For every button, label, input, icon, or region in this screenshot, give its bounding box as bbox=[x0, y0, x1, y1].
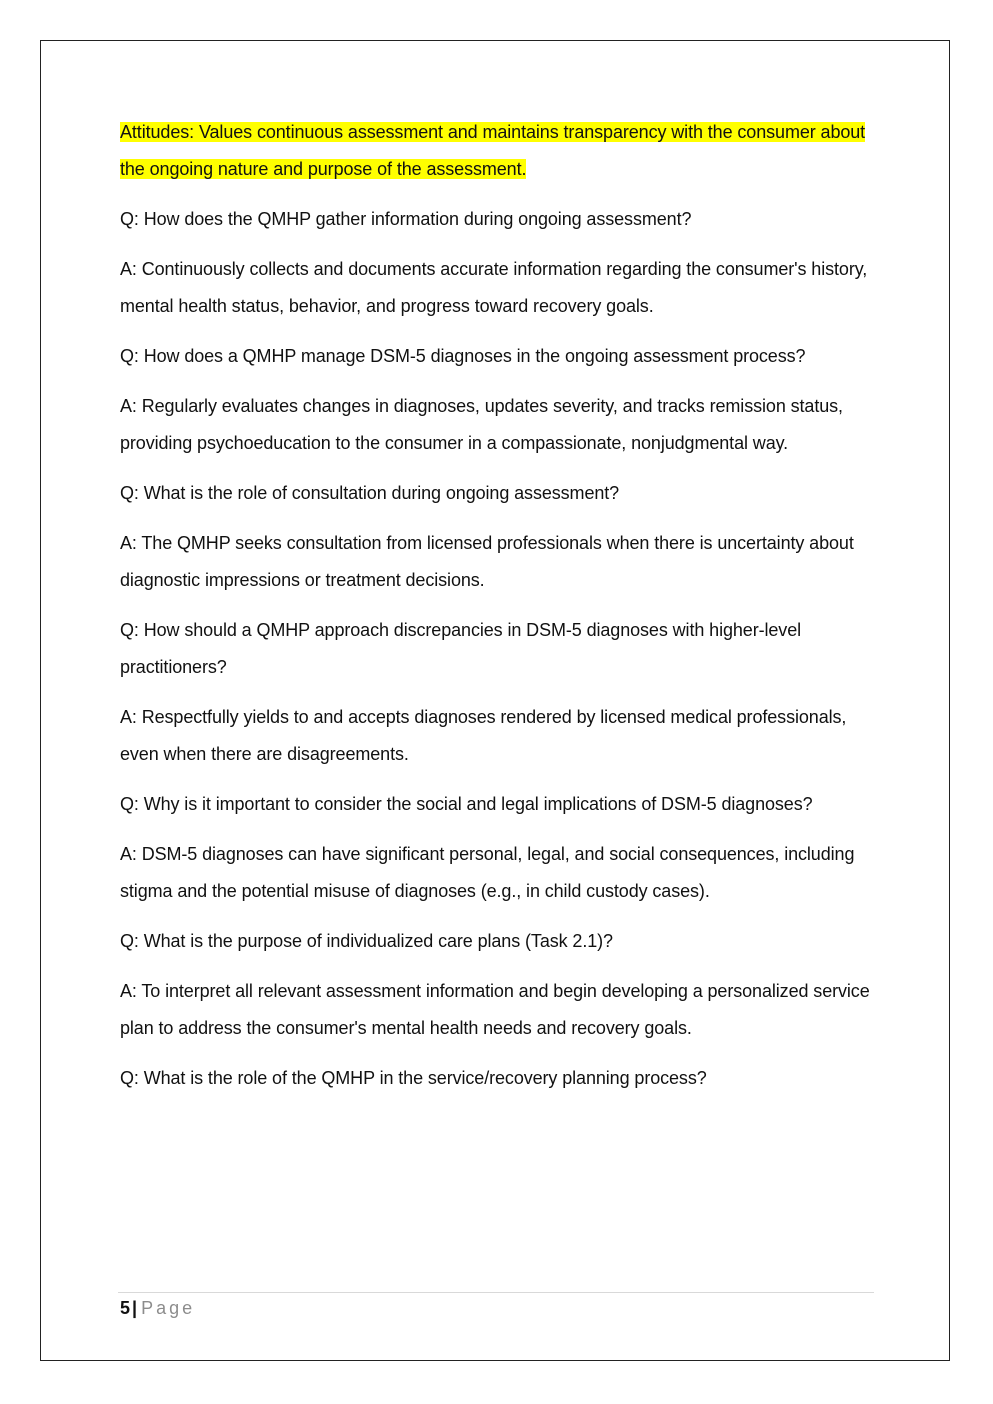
document-body bbox=[120, 114, 880, 1110]
footer-separator: | bbox=[132, 1298, 138, 1318]
question-paragraph: Q: How should a QMHP approach discrepancies in DSM-5 diagnoses with higher-level practitioners? bbox=[120, 620, 802, 677]
answer-paragraph: A: DSM-5 diagnoses can have significant personal, legal, and social consequences, including stigma and the potential misuse of diagnoses (e.g., in child custody cases). bbox=[120, 844, 855, 901]
attitudes-paragraph bbox=[120, 114, 880, 188]
question-paragraph: Q: How does a QMHP manage DSM-5 diagnoses in the ongoing assessment process? bbox=[120, 346, 806, 366]
highlighted-text: Attitudes: Values continuous assessment and maintains transparency with the consumer about the ongoing nature and purpose of the assessment. bbox=[120, 122, 866, 179]
answer-paragraph: A: To interpret all relevant assessment information and begin developing a personalized service plan to address the consumer's mental health needs and recovery goals. bbox=[120, 981, 870, 1038]
answer-paragraph: A: Respectfully yields to and accepts diagnoses rendered by licensed medical professionals, even when there are disagreements. bbox=[120, 707, 847, 764]
answer-paragraph: A: The QMHP seeks consultation from licensed professionals when there is uncertainty about diagnostic impressions or treatment decisions. bbox=[120, 533, 854, 590]
page-footer bbox=[120, 1297, 195, 1319]
question-paragraph: Q: How does the QMHP gather information during ongoing assessment? bbox=[120, 209, 692, 229]
footer-divider bbox=[118, 1292, 874, 1293]
question-paragraph: Q: What is the role of the QMHP in the service/recovery planning process? bbox=[120, 1068, 707, 1088]
question-paragraph: Q: What is the role of consultation during ongoing assessment? bbox=[120, 483, 620, 503]
page-label: Page bbox=[141, 1298, 196, 1318]
page-number: 5 bbox=[120, 1298, 131, 1318]
question-paragraph: Q: Why is it important to consider the social and legal implications of DSM-5 diagnoses? bbox=[120, 794, 813, 814]
answer-paragraph: A: Continuously collects and documents accurate information regarding the consumer's history, mental health status, behavior, and progress toward recovery goals. bbox=[120, 259, 868, 316]
answer-paragraph: A: Regularly evaluates changes in diagnoses, updates severity, and tracks remission status, providing psychoeducation to the consumer in a compassionate, nonjudgmental way. bbox=[120, 396, 843, 453]
question-paragraph: Q: What is the purpose of individualized care plans (Task 2.1)? bbox=[120, 931, 613, 951]
